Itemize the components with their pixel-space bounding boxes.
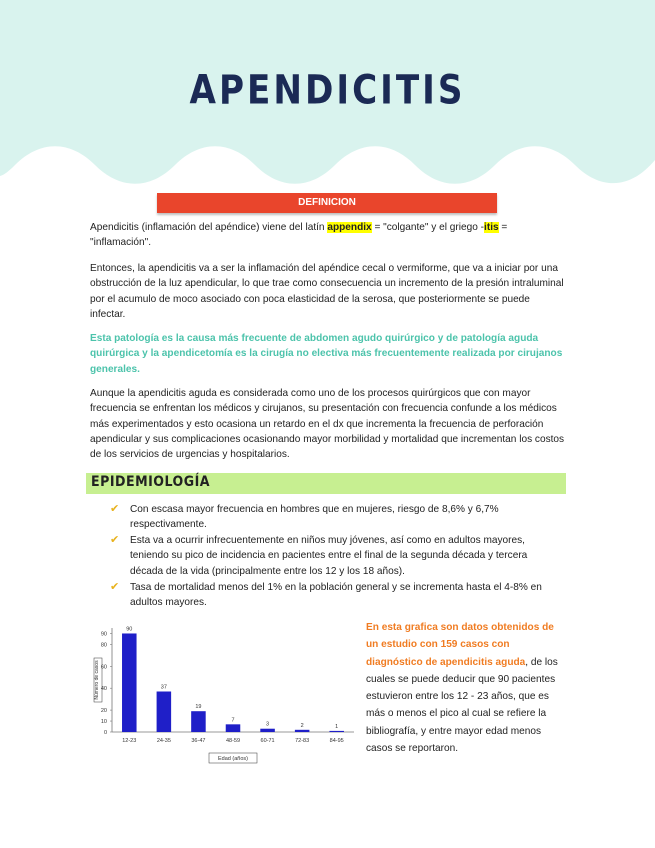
epidemiology-bullet-2: ✔ Esta va a ocurrir infrecuentemente en niños muy jóvenes, así como en adultos mayores, teniendo su pico de incidencia en pacientes entre el final de la segunda década y tercera década de la vida (principalmente entre los 12 y los 18 años).	[110, 534, 528, 577]
bar-48-59	[226, 724, 241, 732]
checkmark-icon: ✔	[110, 503, 120, 515]
checkmark-icon: ✔	[110, 581, 120, 593]
epidemiology-heading: EPIDEMIOLOGÍA	[91, 474, 211, 490]
y-tick-label: 0	[103, 730, 107, 736]
bar-24-35	[157, 691, 172, 732]
bar-12-23	[122, 633, 137, 732]
definition-paragraph-1: Apendicitis (inflamación del apéndice) viene del latín appendix = "colgante" y el griego -itis = "inflamación".	[90, 222, 508, 249]
x-tick-label: 72-83	[295, 738, 310, 744]
x-tick-label: 60-71	[260, 738, 275, 744]
checkmark-icon: ✔	[110, 534, 120, 546]
bar-value-label: 19	[195, 704, 202, 711]
x-tick-label: 12-23	[122, 738, 137, 744]
age-cases-bar-chart	[88, 620, 360, 765]
definition-paragraph-4: Aunque la apendicitis aguda es considerada como uno de los procesos quirúrgicos que con mayor frecuencia se enfrentan los médicos y cirujanos, su presentación con frecuencia confunde a los médicos más experimentados y esto ocasiona un retardo en el dx que incrementa la frecuencia de perforación apendicular y sus complicaciones ocasionando mayor morbilidad y mortalidad que incrementan los costos de los servicios de urgencias y hospitalarios.	[90, 388, 565, 461]
y-tick-label: 60	[100, 664, 107, 671]
definition-heading: DEFINICION	[157, 193, 497, 213]
chart-description: En esta grafica son datos obtenidos de un estudio con 159 casos con diagnóstico de apendicitis aguda, de los cuales se puede deducir que 90 pacientes estuvieron entre los 12 - 23 años, que es más o menos el pico al cual se refiere la bibliografía, y entre mayor edad menos casos se reportaron.	[366, 622, 558, 755]
x-axis-label: Edad (años)	[218, 756, 248, 762]
x-tick-label: 84-95	[329, 738, 344, 744]
bar-36-47	[191, 711, 206, 732]
y-tick-label: 10	[100, 719, 107, 726]
x-tick-label: 24-35	[156, 738, 171, 744]
highlight-appendix: appendix	[327, 222, 372, 233]
highlight-itis: itis	[484, 222, 499, 233]
bar-value-label: 90	[126, 626, 133, 633]
epidemiology-bullet-1: ✔ Con escasa mayor frecuencia en hombres que en mujeres, riesgo de 8,6% y 6,7% respectivamente.	[110, 503, 499, 531]
y-tick-label: 90	[100, 631, 107, 638]
x-tick-label: 48-59	[225, 738, 241, 744]
epidemiology-bullet-3: ✔ Tasa de mortalidad menos del 1% en la población general y se incrementa hasta el 4-8% en adultos mayores.	[110, 581, 542, 609]
bar-value-label: 1	[335, 723, 339, 730]
definition-paragraph-3: Esta patología es la causa más frecuente de abdomen agudo quirúrgico y de patología aguda quirúrgica y la apendicetomía es la cirugía no electiva más frecuentemente realizada por cirujanos generales.	[90, 333, 563, 375]
y-tick-label: 80	[100, 642, 107, 649]
x-tick-label: 36-47	[191, 738, 206, 744]
bar-value-label: 3	[266, 721, 270, 728]
y-tick-label: 20	[100, 708, 107, 715]
bar-60-71	[260, 729, 275, 732]
y-tick-label: 40	[100, 686, 107, 693]
bar-value-label: 2	[300, 722, 304, 729]
bar-value-label: 7	[231, 717, 235, 724]
bar-72-83	[295, 730, 310, 732]
page-title: APENDICITIS	[189, 66, 466, 114]
definition-paragraph-2: Entonces, la apendicitis va a ser la inflamación del apéndice cecal o vermiforme, que va a iniciar por una obstrucción de la luz apendicular, lo que trae como consecuencia un incremento de la presión intraluminal por el acumulo de moco asociado con poca elasticidad de la serosa, que posteriormente se puede infectar.	[90, 263, 564, 320]
bar-84-95	[329, 731, 344, 732]
y-axis-label: Número de casos	[94, 660, 100, 700]
bar-value-label: 37	[160, 684, 167, 691]
